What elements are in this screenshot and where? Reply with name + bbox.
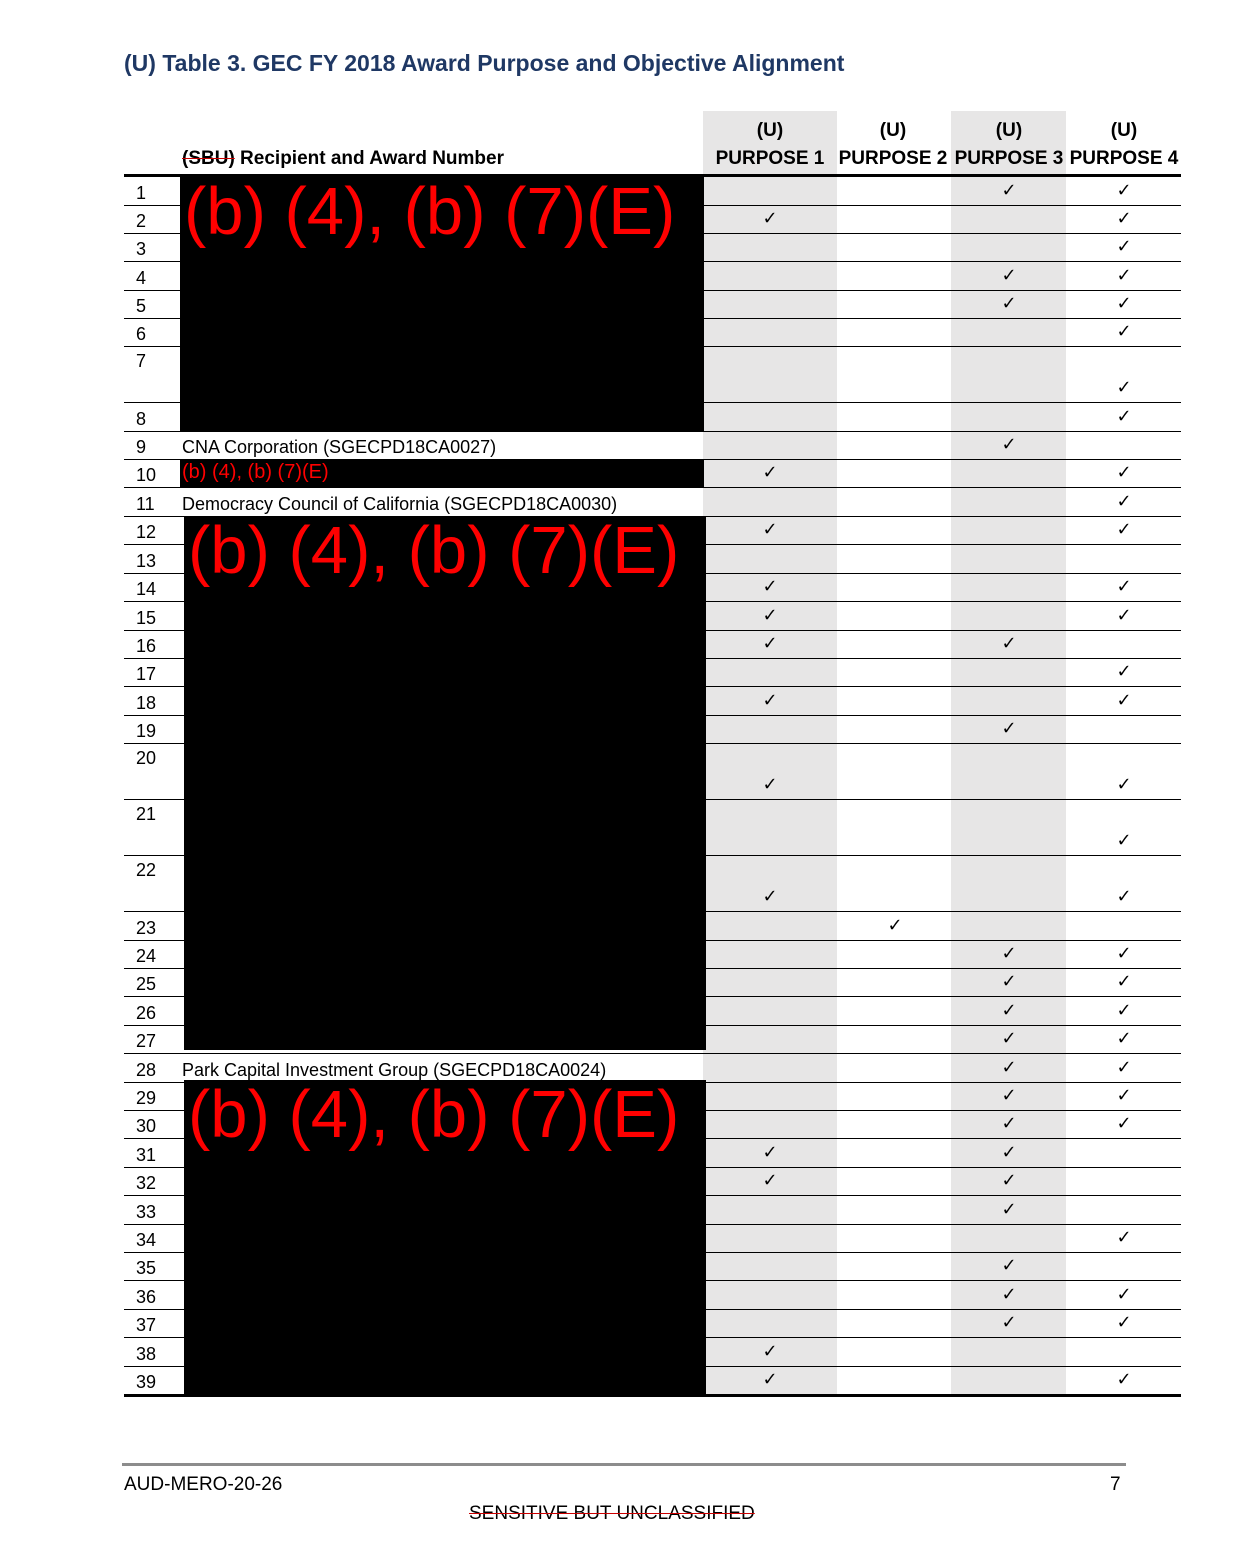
checkmark-icon: ✓	[1001, 1255, 1017, 1275]
checkmark-icon: ✓	[1116, 377, 1132, 397]
row-number: 8	[136, 409, 147, 429]
row-number: 12	[136, 522, 157, 542]
checkmark-icon: ✓	[1116, 1057, 1132, 1077]
row-number: 24	[136, 946, 157, 966]
purpose-1-column-shading	[703, 111, 837, 1394]
checkmark-icon: ✓	[1116, 321, 1132, 341]
checkmark-icon: ✓	[1001, 1284, 1017, 1304]
checkmark-icon: ✓	[762, 1142, 778, 1162]
row-number: 26	[136, 1003, 157, 1023]
redaction-block	[184, 1080, 706, 1394]
checkmark-icon: ✓	[762, 633, 778, 653]
row-number: 10	[136, 465, 157, 485]
checkmark-icon: ✓	[762, 519, 778, 539]
row-number: 34	[136, 1230, 157, 1250]
checkmark-icon: ✓	[1116, 491, 1132, 511]
row-number: 15	[136, 608, 157, 628]
checkmark-icon: ✓	[1001, 718, 1017, 738]
checkmark-icon: ✓	[762, 605, 778, 625]
row-number: 6	[136, 324, 147, 344]
row-number: 20	[136, 748, 157, 768]
checkmark-icon: ✓	[762, 1369, 778, 1389]
row-number: 16	[136, 636, 157, 656]
checkmark-icon: ✓	[1001, 633, 1017, 653]
checkmark-icon: ✓	[1116, 774, 1132, 794]
checkmark-icon: ✓	[1116, 1000, 1132, 1020]
recipient-header-marking: (SBU)	[182, 148, 235, 169]
row-number: 33	[136, 1202, 157, 1222]
table-title: (U) Table 3. GEC FY 2018 Award Purpose and Objective Alignment	[124, 50, 845, 76]
row-number: 35	[136, 1258, 157, 1278]
row-number: 30	[136, 1116, 157, 1136]
row-number: 38	[136, 1344, 157, 1364]
purpose-2-header: PURPOSE 2	[838, 148, 948, 169]
checkmark-icon: ✓	[1116, 293, 1132, 313]
checkmark-icon: ✓	[1116, 519, 1132, 539]
row-divider	[124, 1394, 1181, 1397]
checkmark-icon: ✓	[1001, 293, 1017, 313]
checkmark-icon: ✓	[1116, 830, 1132, 850]
checkmark-icon: ✓	[1116, 1312, 1132, 1332]
purpose-3-header: PURPOSE 3	[954, 148, 1064, 169]
checkmark-icon: ✓	[1001, 1199, 1017, 1219]
checkmark-icon: ✓	[762, 208, 778, 228]
checkmark-icon: ✓	[1116, 1369, 1132, 1389]
checkmark-icon: ✓	[1116, 265, 1132, 285]
checkmark-icon: ✓	[762, 886, 778, 906]
footer-classification: SENSITIVE BUT UNCLASSIFIED	[469, 1503, 755, 1524]
recipient-column-header	[182, 148, 504, 170]
row-number: 28	[136, 1060, 157, 1080]
row-number: 18	[136, 693, 157, 713]
redaction-block	[184, 516, 706, 1050]
checkmark-icon: ✓	[1001, 1085, 1017, 1105]
row-number: 37	[136, 1315, 157, 1335]
purpose-1-header: PURPOSE 1	[715, 148, 825, 169]
checkmark-icon: ✓	[1001, 943, 1017, 963]
row-number: 7	[136, 351, 147, 371]
checkmark-icon: ✓	[1116, 661, 1132, 681]
checkmark-icon: ✓	[1001, 180, 1017, 200]
checkmark-icon: ✓	[1116, 180, 1132, 200]
row-number: 14	[136, 579, 157, 599]
row-divider	[124, 1053, 1181, 1054]
checkmark-icon: ✓	[1116, 208, 1132, 228]
checkmark-icon: ✓	[762, 462, 778, 482]
checkmark-icon: ✓	[1116, 943, 1132, 963]
recipient-name: CNA Corporation (SGECPD18CA0027)	[182, 437, 497, 457]
row-number: 39	[136, 1372, 157, 1392]
checkmark-icon: ✓	[1116, 690, 1132, 710]
checkmark-icon: ✓	[1116, 576, 1132, 596]
purpose-4-marking: (U)	[1110, 120, 1138, 141]
row-number: 2	[136, 211, 147, 231]
purpose-1-marking: (U)	[756, 120, 784, 141]
row-number: 17	[136, 664, 157, 684]
row-number: 1	[136, 183, 147, 203]
redaction-block	[180, 459, 704, 487]
row-number: 25	[136, 974, 157, 994]
row-number: 4	[136, 268, 147, 288]
checkmark-icon: ✓	[1001, 1028, 1017, 1048]
row-number: 36	[136, 1287, 157, 1307]
row-number: 9	[136, 437, 147, 457]
purpose-4-header: PURPOSE 4	[1069, 148, 1179, 169]
purpose-2-marking: (U)	[879, 120, 907, 141]
row-number: 3	[136, 239, 147, 259]
checkmark-icon: ✓	[1001, 1170, 1017, 1190]
row-number: 32	[136, 1173, 157, 1193]
purpose-3-marking: (U)	[995, 120, 1023, 141]
checkmark-icon: ✓	[762, 576, 778, 596]
row-number: 21	[136, 804, 157, 824]
row-number: 13	[136, 551, 157, 571]
checkmark-icon: ✓	[1001, 1057, 1017, 1077]
footer-divider	[122, 1463, 1126, 1466]
checkmark-icon: ✓	[1001, 434, 1017, 454]
row-number: 27	[136, 1031, 157, 1051]
footer-document-id: AUD-MERO-20-26	[124, 1474, 283, 1495]
row-number: 29	[136, 1088, 157, 1108]
checkmark-icon: ✓	[1001, 971, 1017, 991]
recipient-header-label: Recipient and Award Number	[234, 148, 505, 169]
recipient-name: Democracy Council of California (SGECPD18CA0030)	[182, 494, 618, 514]
footer-page-number: 7	[1110, 1474, 1121, 1495]
checkmark-icon: ✓	[1116, 886, 1132, 906]
row-number: 31	[136, 1145, 157, 1165]
checkmark-icon: ✓	[887, 915, 903, 935]
row-divider	[124, 431, 1181, 432]
checkmark-icon: ✓	[1116, 1028, 1132, 1048]
checkmark-icon: ✓	[1116, 462, 1132, 482]
checkmark-icon: ✓	[762, 1341, 778, 1361]
checkmark-icon: ✓	[1001, 1000, 1017, 1020]
checkmark-icon: ✓	[1116, 1227, 1132, 1247]
row-number: 11	[136, 494, 155, 514]
checkmark-icon: ✓	[1116, 1284, 1132, 1304]
checkmark-icon: ✓	[1116, 605, 1132, 625]
checkmark-icon: ✓	[1001, 1142, 1017, 1162]
checkmark-icon: ✓	[1116, 406, 1132, 426]
checkmark-icon: ✓	[1001, 1113, 1017, 1133]
recipient-name: Park Capital Investment Group (SGECPD18CA0024)	[182, 1060, 607, 1080]
row-number: 23	[136, 918, 157, 938]
checkmark-icon: ✓	[1116, 971, 1132, 991]
row-divider	[124, 487, 1181, 488]
row-number: 22	[136, 860, 157, 880]
checkmark-icon: ✓	[762, 690, 778, 710]
checkmark-icon: ✓	[762, 1170, 778, 1190]
row-number: 5	[136, 296, 147, 316]
checkmark-icon: ✓	[1116, 1085, 1132, 1105]
redaction-label: (b) (4), (b) (7)(E)	[188, 516, 680, 588]
redaction-label: (b) (4), (b) (7)(E)	[188, 1080, 680, 1152]
redaction-label: (b) (4), (b) (7)(E)	[184, 177, 676, 249]
redaction-label: (b) (4), (b) (7)(E)	[182, 461, 329, 483]
row-number: 19	[136, 721, 157, 741]
checkmark-icon: ✓	[1001, 1312, 1017, 1332]
redaction-block	[180, 177, 704, 431]
checkmark-icon: ✓	[1116, 1113, 1132, 1133]
checkmark-icon: ✓	[1001, 265, 1017, 285]
checkmark-icon: ✓	[762, 774, 778, 794]
checkmark-icon: ✓	[1116, 236, 1132, 256]
